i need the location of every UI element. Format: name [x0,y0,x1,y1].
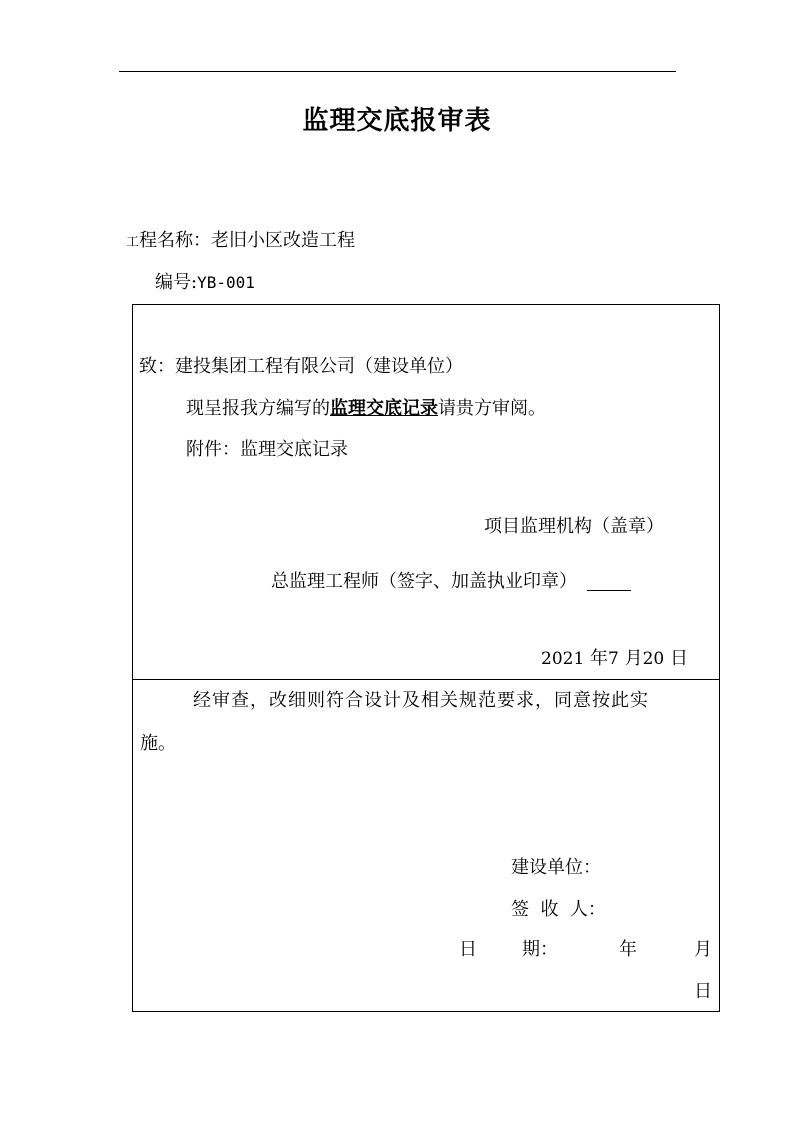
review-opinion-line2: 施。 [140,733,176,754]
chief-engineer-label: 总监理工程师（签字、加盖执业印章） [271,571,577,592]
date-month: 7 [608,649,619,669]
approval-date-year: 年 [619,939,637,960]
project-name-line [126,232,355,250]
review-opinion-line1: 经审查，改细则符合设计及相关规范要求，同意按此实 [193,690,649,711]
serial-label: 编号: [155,272,198,293]
chief-engineer-line [271,573,631,591]
submission-before: 现呈报我方编写的 [186,398,330,419]
recipient-char-1: 签 [511,899,529,920]
project-label: 程名称： [139,230,212,251]
recipient-label [511,901,606,919]
approval-date-month: 月 [694,939,712,960]
construction-unit-label: 建设单位： [511,857,601,878]
supervision-org-seal: 项目监理机构（盖章） [484,516,664,537]
date-day: 20 [642,649,665,669]
submission-line [186,400,546,418]
header-rule [119,71,676,72]
approval-date-day: 日 [694,981,712,1002]
approval-date-label-ri: 日 [459,939,477,960]
signature-blank [587,576,631,591]
submission-document: 监理交底记录 [330,398,438,419]
date-month-unit: 月 [624,648,643,669]
recipient-char-2: 收 [540,899,559,920]
submission-after: 请贵方审阅。 [438,398,546,419]
project-label-prefix: 工 [126,235,140,250]
recipient-char-3: 人： [569,899,606,920]
serial-value: YB-001 [197,273,255,292]
date-day-unit: 日 [669,648,688,669]
submission-date [541,650,688,668]
date-year-unit: 年 [590,648,608,669]
approval-date-label-qi: 期： [522,939,558,960]
serial-number-line [155,274,255,292]
addressee-line: 致：建投集团工程有限公司（建设单位） [139,356,463,377]
approval-date-row [0,941,794,963]
form-section-divider [132,679,720,680]
date-year: 2021 [541,649,585,669]
project-value: 老旧小区改造工程 [211,230,356,251]
attachment-line: 附件：监理交底记录 [186,439,348,460]
page-title: 监理交底报审表 [302,106,492,136]
